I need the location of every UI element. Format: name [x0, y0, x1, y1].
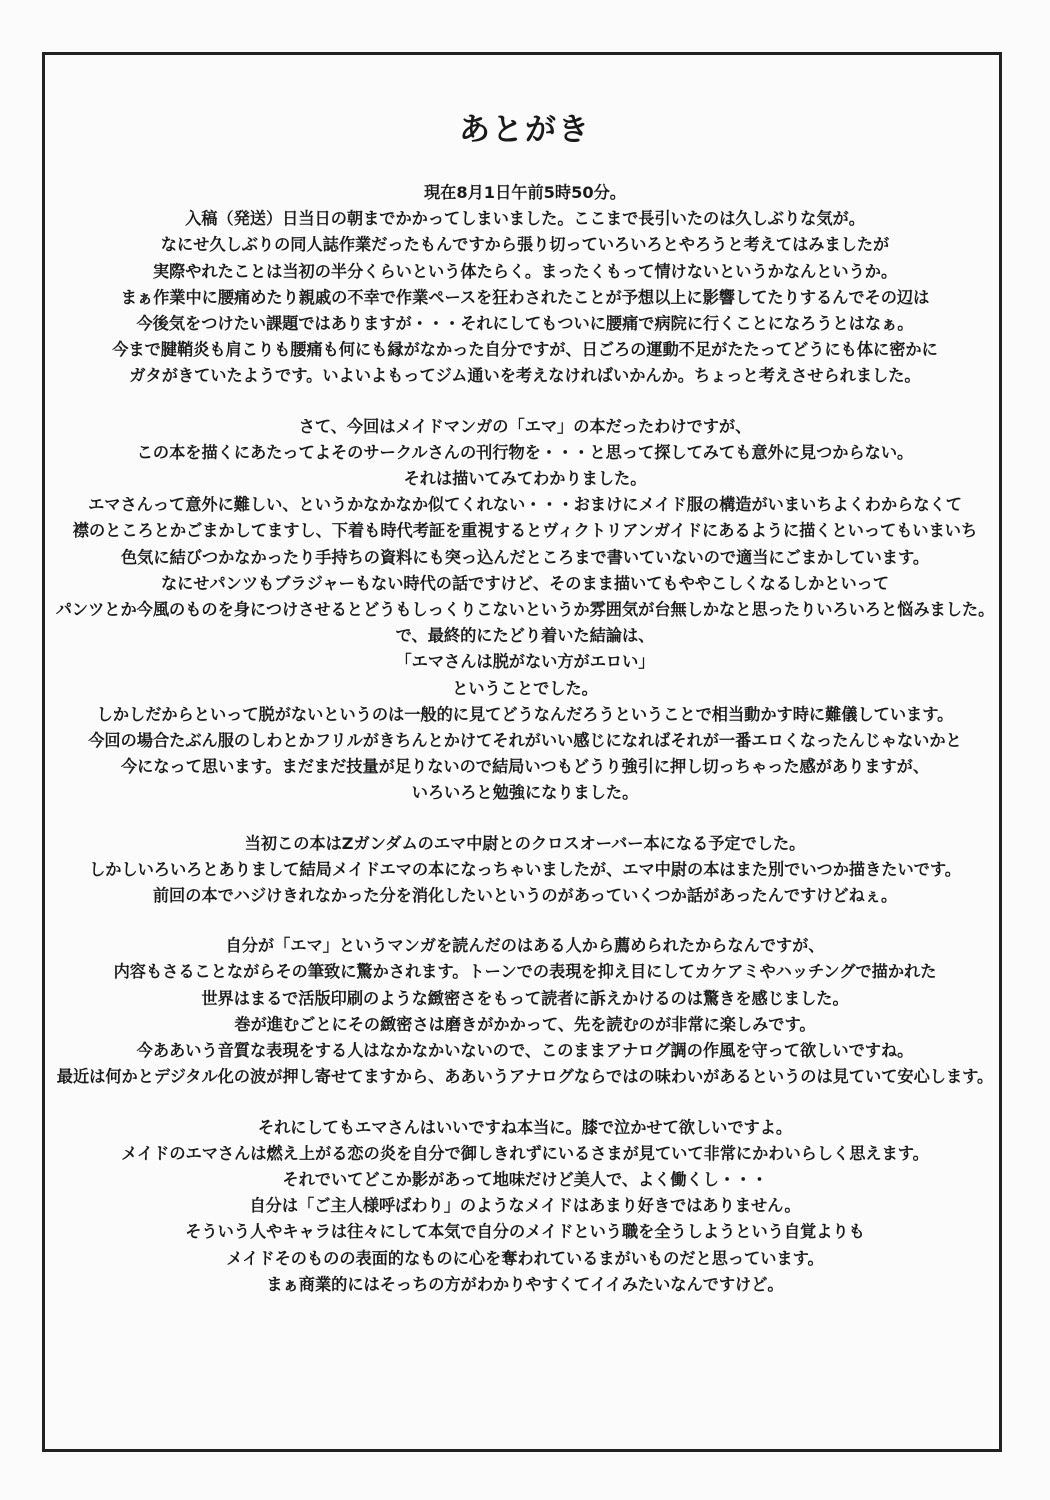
paragraph	[50, 414, 1000, 807]
text-line: 内容もさることながらその筆致に驚かされます。トーンでの表現を抑え目にしてカケアミやハッチングで描かれた	[113, 962, 937, 982]
text-line: 今ああいう音質な表現をする人はなかなかいないので、このままアナログ調の作風を守って欲しいですね。	[136, 1041, 914, 1061]
text-line: まぁ商業的にはそっちの方がわかりやすくてイイみたいなんですけど。	[266, 1274, 784, 1294]
text-line: しかしいろいろとありまして結局メイドエマの本になっちゃいましたが、エマ中尉の本はまた別でいつか描きたいです。	[89, 859, 961, 879]
text-line: 今まで腱鞘炎も肩こりも腰痛も何にも縁がなかった自分ですが、日ごろの運動不足がたたってどうにも体に密かに	[112, 340, 938, 360]
text-line: いろいろと勉強になりました。	[411, 783, 639, 803]
text-line: それは描いてみてわかりました。	[403, 469, 647, 489]
text-line: ガタがきていたようです。いよいよもってジム通いを考えなければいかんか。ちょっと考えさせられました。	[129, 366, 921, 386]
text-line: エマさんって意外に難しい、というかなかなか似てくれない・・・おまけにメイド服の構造がいまいちよくわからなくて	[88, 495, 962, 515]
text-line: 自分が「エマ」というマンガを読んだのはある人から薦められたからなんですが、	[225, 936, 825, 956]
text-line: そういう人やキャラは往々にして本気で自分のメイドという職を全うしようという自覚よりも	[185, 1222, 865, 1242]
text-line: 自分は「ご主人様呼ばわり」のようなメイドはあまり好きではありません。	[249, 1196, 801, 1216]
paragraph	[50, 831, 1000, 910]
paragraph	[50, 933, 1000, 1090]
text-line: さて、今回はメイドマンガの「エマ」の本だったわけですが、	[298, 416, 752, 436]
text-line: パンツとか今風のものを身につけさせるとどうもしっくりこないというか雰囲気が台無しかなと思ったりいろいろと悩みました。	[55, 600, 995, 620]
text-line: 今になって思います。まだまだ技量が足りないので結局いつもどうり強引に押し切っちゃった感がありますが、	[120, 757, 930, 777]
text-line: なにせパンツもブラジャーもない時代の話ですけど、そのまま描いてもややこしくなるしかといって	[160, 573, 890, 593]
text-line: まぁ作業中に腰痛めたり親戚の不幸で作業ペースを狂わされたことが予想以上に影響してたりするんでその辺は	[120, 287, 930, 307]
text-line: 前回の本でハジけきれなかった分を消化したいというのがあっていくつか話があったんですけどねぇ。	[152, 886, 898, 906]
text-line: それでいてどこか影があって地味だけど美人で、よく働くし・・・	[282, 1169, 768, 1189]
text-line: 「エマさんは脱がない方がエロい」	[395, 652, 655, 672]
text-line: 巻が進むごとにその緻密さは磨きがかかって、先を読むのが非常に楽しみです。	[234, 1014, 816, 1034]
text-line: 世界はまるで活版印刷のような緻密さをもって読者に訴えかけるのは驚きを感じました。	[201, 988, 849, 1008]
afterword-body	[50, 180, 1000, 1298]
paragraph	[50, 180, 1000, 390]
text-line: 今回の場合たぶん服のしわとかフリルがきちんとかけてそれがいい感じになればそれが一番エロくなったんじゃないかと	[88, 731, 962, 751]
text-line: この本を描くにあたってよそのサークルさんの刊行物を・・・と思って探してみても意外に見つからない。	[136, 442, 914, 462]
text-line: 現在8月1日午前5時50分。	[423, 183, 626, 202]
text-line: 入稿（発送）日当日の朝までかかってしまいました。ここまで長引いたのは久しぶりな気が。	[185, 209, 865, 229]
text-line: 最近は何かとデジタル化の波が押し寄せてますから、ああいうアナログならではの味わいがあるというのは見ていて安心します。	[56, 1067, 994, 1087]
page-title: あとがき	[459, 112, 591, 148]
text-line: 当初この本はZガンダムのエマ中尉とのクロスオーバー本になる予定でした。	[244, 833, 806, 853]
text-line: ということでした。	[452, 678, 598, 698]
text-line: 今後気をつけたい課題ではありますが・・・それにしてもついに腰痛で病院に行くことになろうとはなぁ。	[136, 314, 914, 334]
text-line: メイドそのものの表面的なものに心を奪われているまがいものだと思っています。	[226, 1248, 824, 1268]
text-line: それにしてもエマさんはいいですね本当に。膝で泣かせて欲しいですよ。	[257, 1117, 793, 1137]
text-line: 襟のところとかごまかしてますし、下着も時代考証を重視するとヴィクトリアンガイドにあるように描くといってもいまいち	[72, 521, 978, 541]
text-line: 色気に結びつかなかったり手持ちの資料にも突っ込んだところまで書いていないので適当にごまかしています。	[120, 547, 930, 567]
text-line: メイドのエマさんは燃え上がる恋の炎を自分で御しきれずにいるさまが見ていて非常にかわいらしく思えます。	[121, 1143, 929, 1163]
text-line: で、最終的にたどり着いた結論は、	[395, 626, 655, 646]
text-line: なにせ久しぶりの同人誌作業だったもんですから張り切っていろいろとやろうと考えてはみましたが	[160, 235, 890, 255]
text-line: 実際やれたことは当初の半分くらいという体たらく。まったくもって情けないというかなんというか。	[152, 261, 898, 281]
paragraph	[50, 1115, 1000, 1298]
text-line: しかしだからといって脱がないというのは一般的に見てどうなんだろうということで相当動かす時に難儀しています。	[96, 704, 954, 724]
